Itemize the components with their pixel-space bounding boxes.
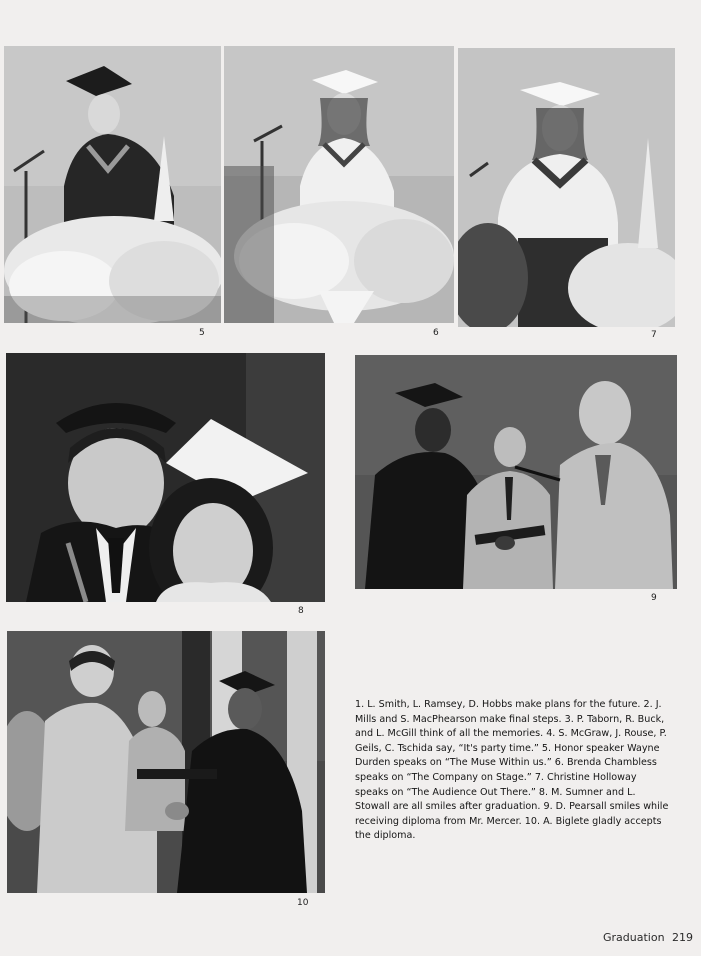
- page-number: 219: [672, 931, 693, 944]
- photo-number-7: 7: [651, 330, 657, 340]
- photo-9: [355, 355, 677, 589]
- photo-caption: 1. L. Smith, L. Ramsey, D. Hobbs make plans for the future. 2. J. Mills and S. MacPhearson make final steps. 3. P. Taborn, R. Buck, and L. McGill think of all the memories. 4. S. McGraw, J. Rouse, P. Geils, C. Tschida say, “It's party time.” 5. Honor speaker Wayne Durden speaks on “The Muse Within us.” 6. Brenda Chambless speaks on “The Company on Stage.” 7. Christine Holloway speaks on “The Audience Out There.” 8. M. Sumner and L. Stowall are all smiles after graduation. 9. D. Pearsall smiles while receiving diploma from Mr. Mercer. 10. A. Biglete gladly accepts the diploma.: [355, 699, 669, 842]
- photo-number-5: 5: [199, 328, 205, 338]
- photo-7: [458, 48, 675, 327]
- section-title: Graduation: [603, 931, 665, 944]
- photo-6: [224, 46, 454, 323]
- photo-10: [7, 631, 325, 893]
- photo-5: [4, 46, 221, 323]
- photo-number-9: 9: [651, 593, 657, 603]
- photo-8: [6, 353, 325, 602]
- photo-number-10: 10: [297, 898, 309, 908]
- photo-number-6: 6: [433, 328, 439, 338]
- photo-number-8: 8: [298, 606, 304, 616]
